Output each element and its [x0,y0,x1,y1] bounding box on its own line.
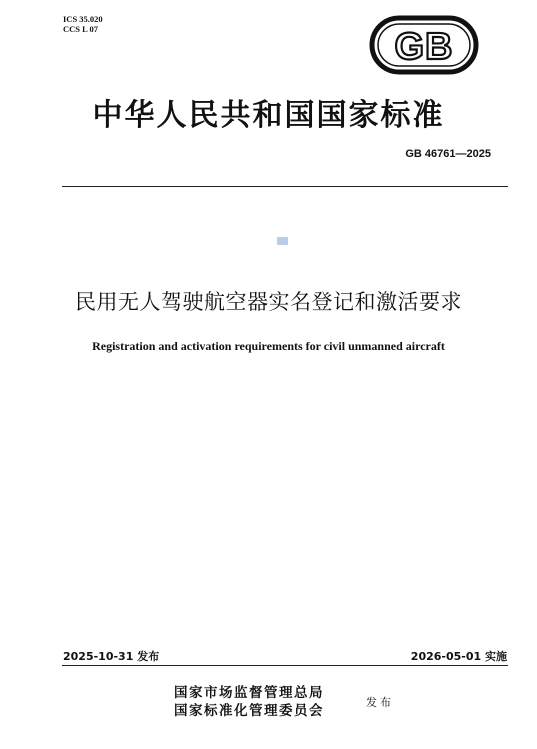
classification-codes [63,14,103,34]
implement-date: 2026-05-01 实施 [410,650,507,663]
issue-label: 发布 [366,696,394,709]
footer-divider [62,665,508,666]
watermark-stamp-icon [277,237,288,245]
issuer-samr: 国家市场监督管理总局 [174,685,324,701]
document-title-cn: 民用无人驾驶航空器实名登记和激活要求 [75,290,462,314]
ics-code: ICS 35.020 [63,14,103,24]
header-divider [62,186,508,187]
standard-number: GB 46761—2025 [405,148,491,160]
gb-logo-text: GB [394,26,454,68]
publish-date: 2025-10-31 发布 [63,650,160,663]
gb-logo [368,14,480,76]
issuing-authorities [174,684,324,720]
document-title-en: Registration and activation requirements for civil unmanned aircraft [92,339,445,353]
issuer-sac: 国家标准化管理委员会 [174,703,324,719]
national-standard-title: 中华人民共和国国家标准 [92,98,445,133]
ccs-code: CCS L 07 [63,24,98,34]
